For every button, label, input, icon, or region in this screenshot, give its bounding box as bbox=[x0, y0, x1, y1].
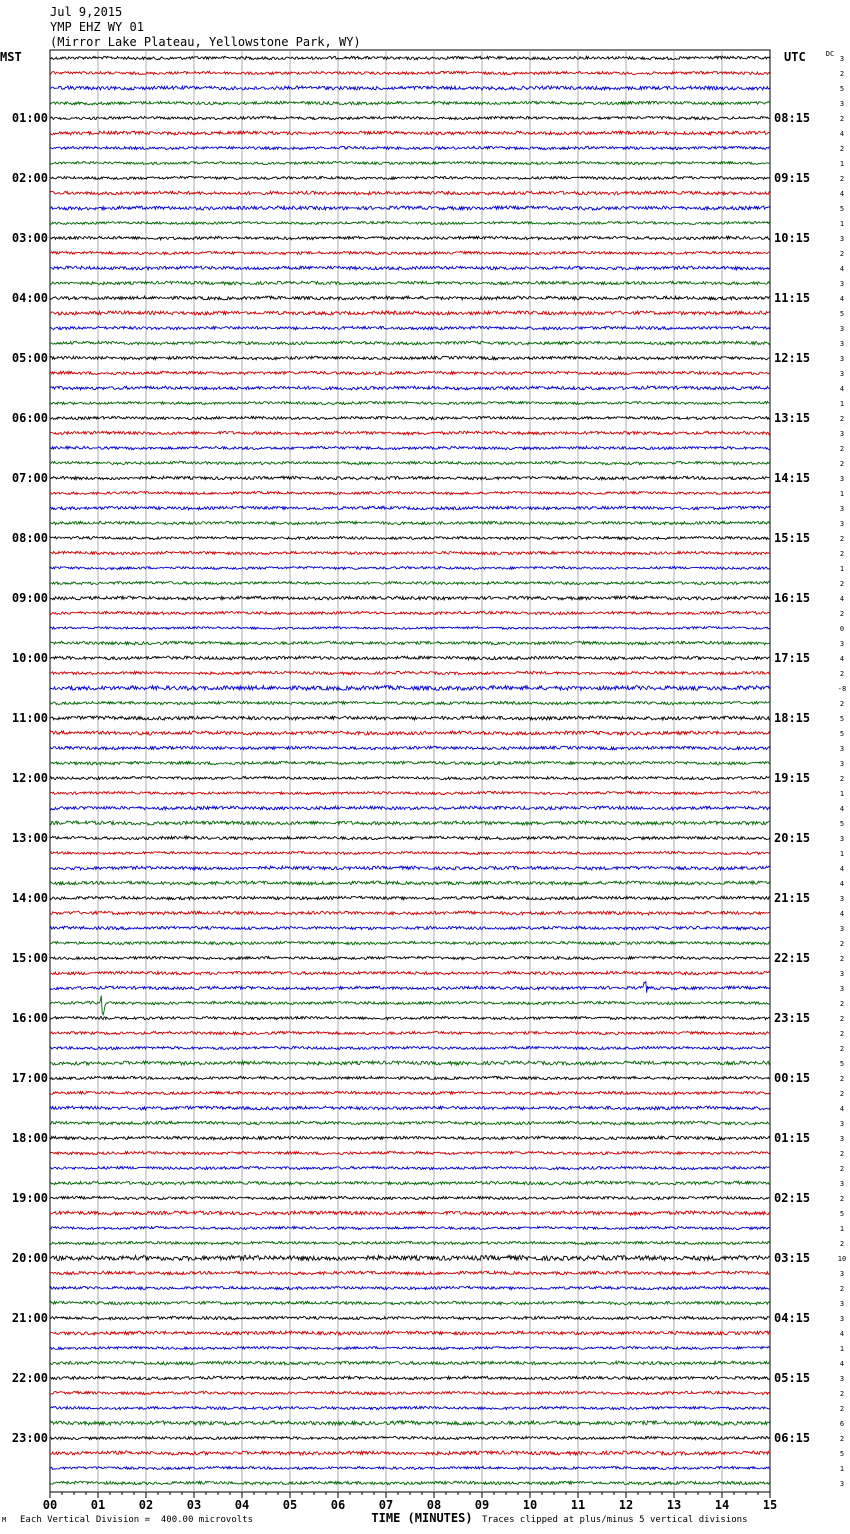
dc-offset-label: 2 bbox=[839, 955, 845, 963]
left-hour-label: 22:00 bbox=[11, 1371, 48, 1385]
dc-offset-label: 2 bbox=[839, 670, 845, 678]
dc-offset-label: -8 bbox=[837, 685, 847, 693]
dc-offset-label: 3 bbox=[839, 640, 845, 648]
trace-row-81 bbox=[50, 1271, 770, 1275]
trace-row-78 bbox=[50, 1226, 770, 1229]
right-hour-label: 11:15 bbox=[774, 291, 811, 305]
trace-row-51 bbox=[50, 821, 770, 825]
dc-offset-label: 4 bbox=[839, 880, 845, 888]
dc-offset-label: 4 bbox=[839, 1105, 845, 1113]
dc-offset-label: 2 bbox=[839, 1045, 845, 1053]
dc-offset-label: 4 bbox=[839, 1330, 845, 1338]
trace-row-63 bbox=[50, 996, 770, 1015]
trace-row-83 bbox=[50, 1301, 770, 1305]
dc-offset-label: 4 bbox=[839, 295, 845, 303]
trace-row-33 bbox=[50, 551, 770, 554]
station-location: (Mirror Lake Plateau, Yellowstone Park, WY) bbox=[50, 35, 361, 49]
dc-offset-label: 3 bbox=[839, 1270, 845, 1278]
dc-offset-label: 2 bbox=[839, 115, 845, 123]
trace-row-74 bbox=[50, 1166, 770, 1169]
dc-offset-label: 1 bbox=[839, 1225, 845, 1233]
trace-row-64 bbox=[50, 1016, 770, 1019]
trace-row-5 bbox=[50, 131, 770, 135]
dc-offset-label: 2 bbox=[839, 1075, 845, 1083]
dc-offset-label: 3 bbox=[839, 895, 845, 903]
x-axis-label: TIME (MINUTES) bbox=[371, 1511, 473, 1525]
trace-row-47 bbox=[50, 761, 770, 765]
dc-offset-label: 2 bbox=[839, 610, 845, 618]
dc-offset-label: 2 bbox=[839, 1165, 845, 1173]
trace-row-80 bbox=[50, 1255, 770, 1260]
x-tick-label: 03 bbox=[186, 1498, 202, 1512]
left-hour-label: 14:00 bbox=[11, 891, 48, 905]
trace-row-0 bbox=[50, 56, 770, 60]
dc-offset-label: 2 bbox=[839, 460, 845, 468]
trace-row-31 bbox=[50, 521, 770, 525]
trace-row-91 bbox=[50, 1421, 770, 1425]
right-hour-label: 18:15 bbox=[774, 711, 811, 725]
trace-row-24 bbox=[50, 416, 770, 419]
trace-row-15 bbox=[50, 281, 770, 285]
dc-offset-label: 3 bbox=[839, 430, 845, 438]
dc-offset-label: 1 bbox=[839, 1465, 845, 1473]
trace-row-18 bbox=[50, 326, 770, 329]
left-hour-label: 10:00 bbox=[11, 651, 48, 665]
trace-row-25 bbox=[50, 431, 770, 435]
dc-offset-label: 3 bbox=[839, 370, 845, 378]
left-timezone-label: MST bbox=[0, 50, 22, 64]
right-hour-label: 02:15 bbox=[774, 1191, 811, 1205]
trace-row-12 bbox=[50, 236, 770, 240]
dc-offset-label: 2 bbox=[839, 1000, 845, 1008]
trace-row-40 bbox=[50, 656, 770, 660]
trace-row-11 bbox=[50, 222, 770, 225]
trace-row-53 bbox=[50, 852, 770, 855]
dc-offset-label: 3 bbox=[839, 280, 845, 288]
clip-note: Traces clipped at plus/minus 5 vertical divisions bbox=[482, 1515, 748, 1525]
left-hour-label: 04:00 bbox=[11, 291, 48, 305]
dc-offset-label: 3 bbox=[839, 745, 845, 753]
right-hour-label: 21:15 bbox=[774, 891, 811, 905]
dc-column-header: DC bbox=[825, 50, 835, 58]
right-hour-label: 01:15 bbox=[774, 1131, 811, 1145]
trace-row-65 bbox=[50, 1031, 770, 1034]
dc-offset-label: 3 bbox=[839, 325, 845, 333]
trace-row-82 bbox=[50, 1286, 770, 1289]
dc-offset-label: 2 bbox=[839, 775, 845, 783]
dc-offset-label: 1 bbox=[839, 220, 845, 228]
right-hour-label: 03:15 bbox=[774, 1251, 811, 1265]
trace-row-58 bbox=[50, 926, 770, 930]
dc-offset-label: 4 bbox=[839, 1360, 845, 1368]
dc-offset-label: 4 bbox=[839, 910, 845, 918]
dc-offset-label: 2 bbox=[839, 415, 845, 423]
dc-offset-label: 3 bbox=[839, 1300, 845, 1308]
trace-row-41 bbox=[50, 671, 770, 674]
trace-row-52 bbox=[50, 836, 770, 840]
dc-offset-label: 3 bbox=[839, 1120, 845, 1128]
trace-row-27 bbox=[50, 461, 770, 464]
trace-row-61 bbox=[50, 971, 770, 974]
dc-offset-label: 1 bbox=[839, 1345, 845, 1353]
dc-offset-label: 6 bbox=[839, 1420, 845, 1428]
trace-row-23 bbox=[50, 401, 770, 404]
x-tick-label: 04 bbox=[234, 1498, 250, 1512]
trace-row-72 bbox=[50, 1136, 770, 1140]
trace-row-14 bbox=[50, 266, 770, 270]
trace-row-90 bbox=[50, 1406, 770, 1409]
left-hour-label: 15:00 bbox=[11, 951, 48, 965]
dc-offset-label: 5 bbox=[839, 715, 845, 723]
right-hour-label: 04:15 bbox=[774, 1311, 811, 1325]
trace-row-32 bbox=[50, 536, 770, 539]
dc-offset-label: 2 bbox=[839, 550, 845, 558]
dc-offset-label: 3 bbox=[839, 475, 845, 483]
right-hour-label: 16:15 bbox=[774, 591, 811, 605]
left-hour-label: 03:00 bbox=[11, 231, 48, 245]
trace-row-20 bbox=[50, 356, 770, 360]
dc-offset-label: 2 bbox=[839, 1240, 845, 1248]
trace-row-85 bbox=[50, 1331, 770, 1335]
trace-row-68 bbox=[50, 1076, 770, 1079]
dc-offset-label: 2 bbox=[839, 1015, 845, 1023]
station-code: YMP EHZ WY 01 bbox=[50, 20, 144, 34]
trace-row-76 bbox=[50, 1196, 770, 1199]
trace-row-1 bbox=[50, 71, 770, 74]
trace-row-21 bbox=[50, 371, 770, 374]
trace-row-49 bbox=[50, 791, 770, 794]
dc-offset-label: 4 bbox=[839, 655, 845, 663]
trace-row-73 bbox=[50, 1151, 770, 1154]
x-tick-label: 14 bbox=[714, 1498, 730, 1512]
dc-offset-label: 3 bbox=[839, 505, 845, 513]
trace-row-46 bbox=[50, 746, 770, 750]
dc-offset-label: 3 bbox=[839, 520, 845, 528]
dc-offset-label: 4 bbox=[839, 865, 845, 873]
right-hour-label: 17:15 bbox=[774, 651, 811, 665]
trace-row-89 bbox=[50, 1391, 770, 1394]
x-tick-label: 09 bbox=[474, 1498, 490, 1512]
right-timezone-label: UTC bbox=[784, 50, 806, 64]
trace-row-38 bbox=[50, 627, 770, 630]
dc-offset-label: 2 bbox=[839, 1390, 845, 1398]
dc-offset-label: 2 bbox=[839, 175, 845, 183]
x-tick-label: 05 bbox=[282, 1498, 298, 1512]
right-hour-label: 05:15 bbox=[774, 1371, 811, 1385]
trace-row-59 bbox=[50, 941, 770, 944]
trace-row-39 bbox=[50, 641, 770, 645]
trace-row-17 bbox=[50, 311, 770, 315]
right-hour-label: 22:15 bbox=[774, 951, 811, 965]
dc-offset-label: 3 bbox=[839, 760, 845, 768]
trace-row-94 bbox=[50, 1467, 770, 1470]
trace-row-55 bbox=[50, 881, 770, 885]
trace-lines bbox=[50, 56, 770, 1485]
dc-offset-label: 2 bbox=[839, 1405, 845, 1413]
dc-offset-label: 3 bbox=[839, 340, 845, 348]
dc-offset-label: 2 bbox=[839, 1090, 845, 1098]
trace-row-88 bbox=[50, 1376, 770, 1380]
x-tick-label: 11 bbox=[570, 1498, 586, 1512]
trace-row-75 bbox=[50, 1181, 770, 1185]
dc-offset-label: 2 bbox=[839, 580, 845, 588]
trace-row-7 bbox=[50, 161, 770, 164]
trace-row-19 bbox=[50, 341, 770, 345]
trace-row-48 bbox=[50, 776, 770, 779]
dc-offset-label: 1 bbox=[839, 850, 845, 858]
dc-offset-label: 5 bbox=[839, 1450, 845, 1458]
dc-offset-label: 2 bbox=[839, 1195, 845, 1203]
trace-row-69 bbox=[50, 1091, 770, 1094]
trace-row-22 bbox=[50, 386, 770, 390]
left-hour-label: 06:00 bbox=[11, 411, 48, 425]
dc-offset-label: 1 bbox=[839, 565, 845, 573]
trace-row-6 bbox=[50, 146, 770, 149]
dc-offset-label: 5 bbox=[839, 730, 845, 738]
dc-offset-label: 4 bbox=[839, 385, 845, 393]
left-hour-label: 16:00 bbox=[11, 1011, 48, 1025]
dc-offset-label: 1 bbox=[839, 790, 845, 798]
right-hour-label: 13:15 bbox=[774, 411, 811, 425]
trace-row-16 bbox=[50, 296, 770, 300]
x-tick-label: 00 bbox=[42, 1498, 58, 1512]
x-tick-label: 01 bbox=[90, 1498, 106, 1512]
dc-offset-label: 4 bbox=[839, 805, 845, 813]
dc-offset-label: 1 bbox=[839, 160, 845, 168]
trace-row-79 bbox=[50, 1241, 770, 1244]
trace-row-77 bbox=[50, 1211, 770, 1215]
x-tick-label: 10 bbox=[522, 1498, 538, 1512]
left-hour-label: 08:00 bbox=[11, 531, 48, 545]
left-hour-label: 01:00 bbox=[11, 111, 48, 125]
corner-mark: M bbox=[2, 1516, 7, 1524]
dc-offset-label: 4 bbox=[839, 265, 845, 273]
dc-offset-label: 3 bbox=[839, 925, 845, 933]
dc-offset-label: 4 bbox=[839, 190, 845, 198]
trace-row-34 bbox=[50, 566, 770, 569]
trace-row-60 bbox=[50, 956, 770, 959]
left-hour-label: 21:00 bbox=[11, 1311, 48, 1325]
trace-row-37 bbox=[50, 611, 770, 614]
trace-row-43 bbox=[50, 701, 770, 704]
plot-frame bbox=[50, 50, 770, 1492]
right-hour-label: 10:15 bbox=[774, 231, 811, 245]
trace-row-84 bbox=[50, 1316, 770, 1320]
trace-row-66 bbox=[50, 1046, 770, 1049]
trace-row-35 bbox=[50, 581, 770, 584]
dc-offset-label: 2 bbox=[839, 70, 845, 78]
x-tick-label: 02 bbox=[138, 1498, 154, 1512]
dc-offset-label: 0 bbox=[839, 625, 845, 633]
dc-offset-label: 10 bbox=[837, 1255, 847, 1263]
dc-offset-label: 2 bbox=[839, 535, 845, 543]
x-tick-label: 15 bbox=[762, 1498, 778, 1512]
trace-row-93 bbox=[50, 1451, 770, 1455]
dc-offset-label: 5 bbox=[839, 310, 845, 318]
right-hour-label: 09:15 bbox=[774, 171, 811, 185]
right-hour-label: 00:15 bbox=[774, 1071, 811, 1085]
left-hour-label: 05:00 bbox=[11, 351, 48, 365]
trace-row-67 bbox=[50, 1061, 770, 1065]
right-hour-label: 23:15 bbox=[774, 1011, 811, 1025]
x-tick-label: 13 bbox=[666, 1498, 682, 1512]
dc-offset-label: 3 bbox=[839, 1480, 845, 1488]
dc-offset-label: 4 bbox=[839, 130, 845, 138]
dc-offset-label: 2 bbox=[839, 1285, 845, 1293]
x-tick-label: 06 bbox=[330, 1498, 346, 1512]
dc-offset-label: 4 bbox=[839, 595, 845, 603]
trace-row-62 bbox=[50, 982, 770, 993]
dc-offset-label: 5 bbox=[839, 1210, 845, 1218]
dc-offset-label: 5 bbox=[839, 820, 845, 828]
left-hour-label: 13:00 bbox=[11, 831, 48, 845]
dc-offset-label: 3 bbox=[839, 100, 845, 108]
trace-row-29 bbox=[50, 491, 770, 494]
left-hour-label: 18:00 bbox=[11, 1131, 48, 1145]
trace-row-45 bbox=[50, 731, 770, 735]
trace-row-42 bbox=[50, 686, 770, 691]
right-hour-label: 19:15 bbox=[774, 771, 811, 785]
trace-row-56 bbox=[50, 896, 770, 900]
left-hour-label: 19:00 bbox=[11, 1191, 48, 1205]
dc-offset-label: 3 bbox=[839, 835, 845, 843]
trace-row-87 bbox=[50, 1361, 770, 1365]
right-hour-label: 08:15 bbox=[774, 111, 811, 125]
trace-row-30 bbox=[50, 506, 770, 510]
right-hour-label: 14:15 bbox=[774, 471, 811, 485]
scale-note: Each Vertical Division = 400.00 microvolts bbox=[20, 1515, 253, 1525]
trace-row-54 bbox=[50, 866, 770, 870]
trace-row-71 bbox=[50, 1121, 770, 1125]
left-hour-label: 09:00 bbox=[11, 591, 48, 605]
dc-offset-label: 3 bbox=[839, 1315, 845, 1323]
dc-offset-label: 2 bbox=[839, 1435, 845, 1443]
right-hour-label: 06:15 bbox=[774, 1431, 811, 1445]
trace-row-44 bbox=[50, 716, 770, 720]
trace-row-28 bbox=[50, 476, 770, 480]
dc-offset-label: 2 bbox=[839, 940, 845, 948]
trace-row-2 bbox=[50, 86, 770, 90]
right-hour-label: 20:15 bbox=[774, 831, 811, 845]
x-tick-label: 07 bbox=[378, 1498, 394, 1512]
dc-offset-label: 1 bbox=[839, 490, 845, 498]
dc-offset-label: 5 bbox=[839, 1060, 845, 1068]
right-hour-label: 12:15 bbox=[774, 351, 811, 365]
dc-offset-label: 3 bbox=[839, 355, 845, 363]
x-tick-label: 08 bbox=[426, 1498, 442, 1512]
x-tick-label: 12 bbox=[618, 1498, 634, 1512]
dc-offset-label: 2 bbox=[839, 700, 845, 708]
trace-row-13 bbox=[50, 251, 770, 254]
trace-row-86 bbox=[50, 1347, 770, 1350]
dc-offset-label: 3 bbox=[839, 55, 845, 63]
right-hour-label: 15:15 bbox=[774, 531, 811, 545]
dc-offset-label: 2 bbox=[839, 445, 845, 453]
trace-row-10 bbox=[50, 206, 770, 210]
trace-row-95 bbox=[50, 1481, 770, 1485]
dc-offset-label: 3 bbox=[839, 1375, 845, 1383]
trace-row-8 bbox=[50, 176, 770, 179]
dc-offset-label: 2 bbox=[839, 1150, 845, 1158]
dc-offset-label: 3 bbox=[839, 970, 845, 978]
trace-row-57 bbox=[50, 911, 770, 915]
dc-offset-label: 2 bbox=[839, 145, 845, 153]
trace-row-70 bbox=[50, 1106, 770, 1110]
left-hour-label: 07:00 bbox=[11, 471, 48, 485]
trace-row-3 bbox=[50, 101, 770, 105]
trace-row-26 bbox=[50, 446, 770, 449]
dc-offset-label: 2 bbox=[839, 250, 845, 258]
left-hour-label: 17:00 bbox=[11, 1071, 48, 1085]
left-hour-label: 20:00 bbox=[11, 1251, 48, 1265]
left-hour-label: 12:00 bbox=[11, 771, 48, 785]
dc-offset-label: 3 bbox=[839, 1180, 845, 1188]
trace-row-9 bbox=[50, 191, 770, 195]
dc-offset-label: 3 bbox=[839, 985, 845, 993]
left-hour-label: 11:00 bbox=[11, 711, 48, 725]
dc-offset-label: 3 bbox=[839, 235, 845, 243]
trace-row-50 bbox=[50, 806, 770, 810]
plot-date: Jul 9,2015 bbox=[50, 5, 123, 19]
dc-offset-label: 5 bbox=[839, 205, 845, 213]
dc-offset-label: 1 bbox=[839, 400, 845, 408]
trace-row-4 bbox=[50, 116, 770, 119]
trace-row-36 bbox=[50, 596, 770, 600]
left-hour-label: 23:00 bbox=[11, 1431, 48, 1445]
left-hour-label: 02:00 bbox=[11, 171, 48, 185]
dc-offset-label: 3 bbox=[839, 1135, 845, 1143]
dc-offset-label: 5 bbox=[839, 85, 845, 93]
dc-offset-label: 2 bbox=[839, 1030, 845, 1038]
trace-row-92 bbox=[50, 1436, 770, 1439]
